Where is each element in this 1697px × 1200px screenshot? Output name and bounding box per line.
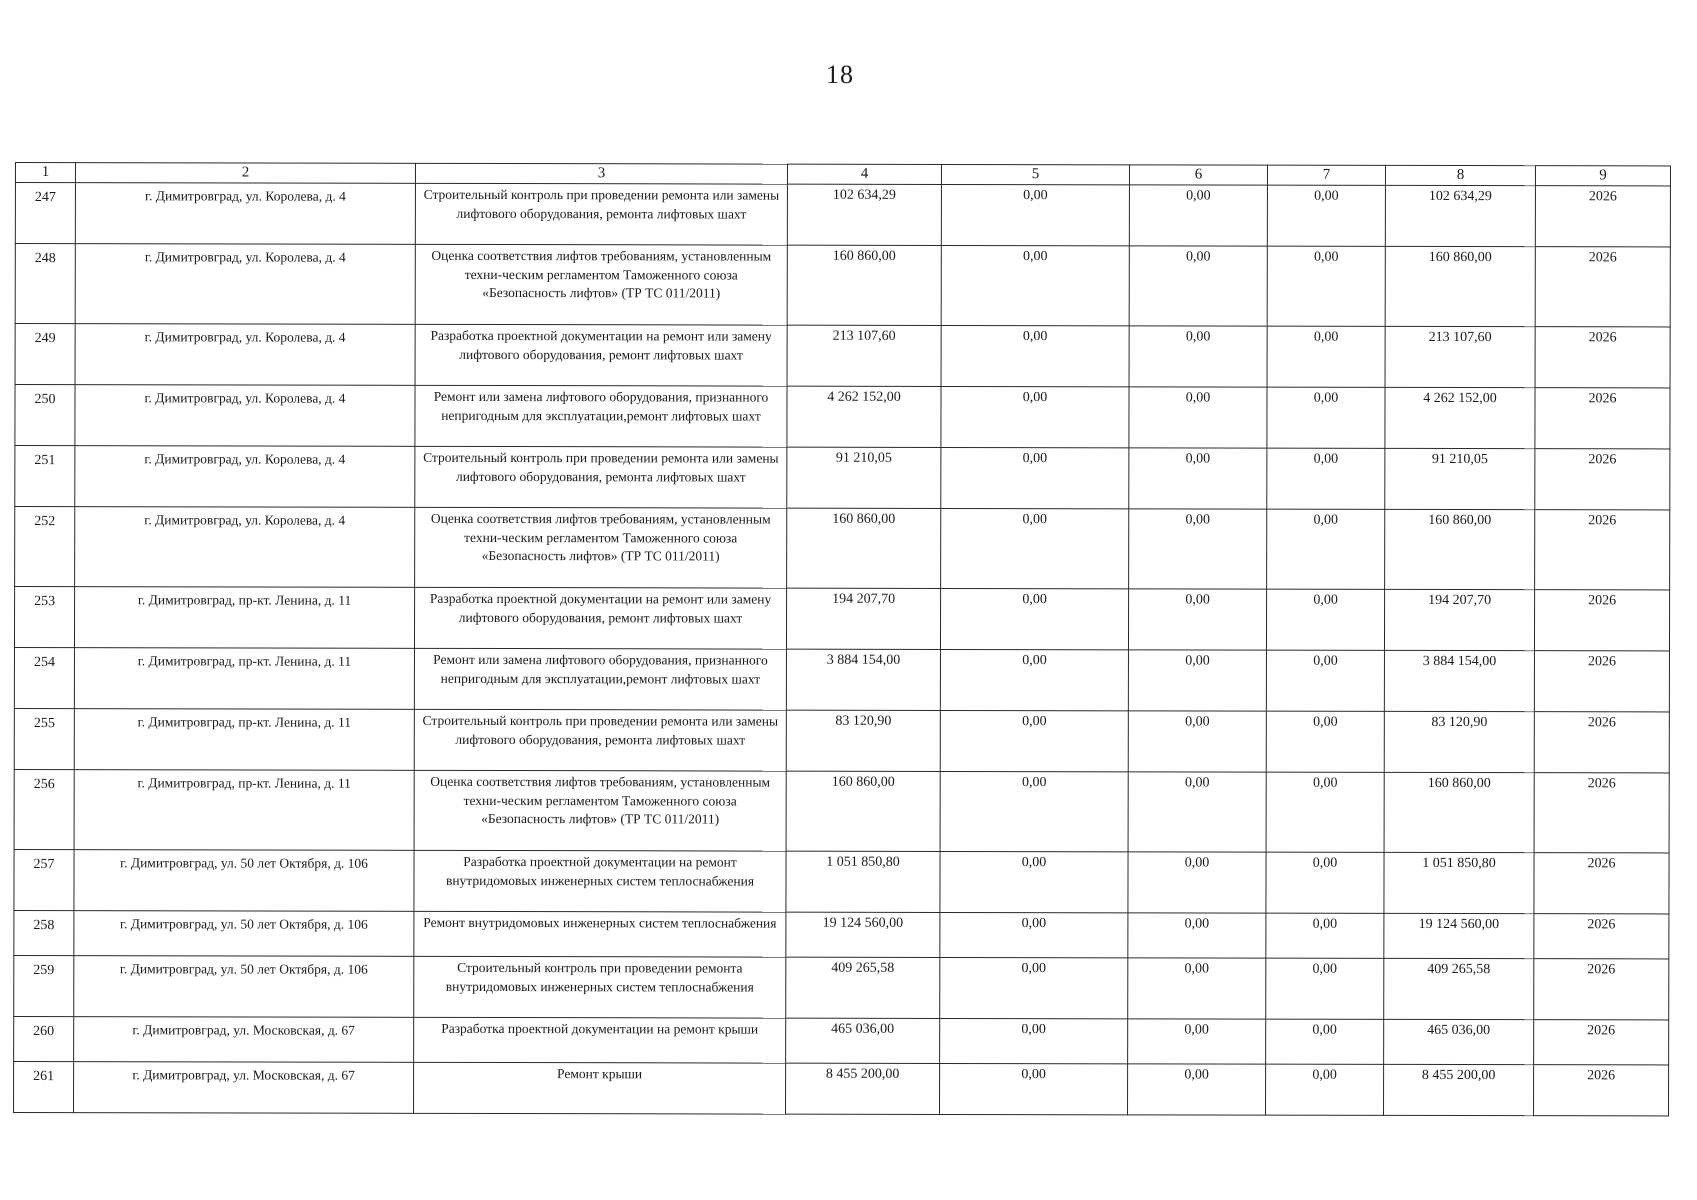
row-col6: 0,00: [1128, 650, 1266, 711]
row-col5: 0,00: [940, 957, 1128, 1018]
row-col6: 0,00: [1128, 958, 1266, 1019]
table-row: [14, 1016, 1669, 1064]
row-col6: 0,00: [1129, 246, 1267, 326]
row-col6: 0,00: [1128, 589, 1266, 650]
row-col6: 0,00: [1128, 1064, 1266, 1115]
row-number: 258: [14, 910, 74, 955]
row-col6: 0,00: [1128, 1019, 1266, 1064]
row-number: 251: [15, 446, 75, 507]
row-col8: 160 860,00: [1384, 772, 1534, 852]
row-col5: 0,00: [941, 184, 1129, 245]
row-address: г. Димитровград, ул. Московская, д. 67: [74, 1062, 414, 1114]
column-header: 1: [15, 163, 75, 183]
row-col8: 409 265,58: [1384, 958, 1534, 1019]
row-address: г. Димитровград, пр-кт. Ленина, д. 11: [74, 770, 414, 851]
table-row: [15, 507, 1670, 590]
table-row: [14, 1061, 1669, 1115]
row-col7: 0,00: [1266, 852, 1384, 913]
row-year: 2026: [1535, 247, 1670, 327]
row-work-type: Оценка соответствия лифтов требованиям, установленным техни-ческим регламентом Таможенного союза «Безопасность лифтов» (ТР ТС 011/2011): [415, 507, 787, 588]
budget-table-container: [13, 162, 1670, 1116]
row-col8: 160 860,00: [1385, 509, 1535, 589]
column-header: 7: [1267, 165, 1385, 185]
row-work-type: Ремонт или замена лифтового оборудования, признанного непригодным для эксплуатации,ремонт лифтовых шахт: [415, 385, 787, 447]
row-year: 2026: [1535, 186, 1670, 247]
row-address: г. Димитровград, ул. 50 лет Октября, д. 106: [74, 850, 414, 912]
row-col5: 0,00: [940, 912, 1128, 957]
row-col7: 0,00: [1266, 711, 1384, 772]
row-number: 248: [15, 244, 75, 324]
row-year: 2026: [1534, 712, 1669, 773]
row-address: г. Димитровград, ул. Королева, д. 4: [75, 324, 415, 386]
row-col7: 0,00: [1266, 650, 1384, 711]
row-address: г. Димитровград, ул. Королева, д. 4: [75, 385, 415, 447]
column-header: 5: [941, 164, 1129, 184]
row-col6: 0,00: [1128, 852, 1266, 913]
row-address: г. Димитровград, ул. Королева, д. 4: [75, 446, 415, 508]
row-col6: 0,00: [1128, 772, 1266, 852]
column-header: 2: [75, 163, 415, 184]
row-number: 255: [14, 708, 74, 769]
table-row: [14, 955, 1669, 1019]
row-col8: 213 107,60: [1385, 326, 1535, 387]
row-col8: 91 210,05: [1385, 448, 1535, 509]
row-year: 2026: [1534, 651, 1669, 712]
row-col7: 0,00: [1266, 772, 1384, 852]
row-col4: 1 051 850,80: [786, 851, 940, 912]
table-row: [14, 708, 1669, 772]
row-work-type: Оценка соответствия лифтов требованиям, установленным техни-ческим регламентом Таможенного союза «Безопасность лифтов» (ТР ТС 011/2011): [414, 770, 786, 851]
row-col7: 0,00: [1266, 1019, 1384, 1064]
table-row: [14, 587, 1669, 651]
row-work-type: Оценка соответствия лифтов требованиям, установленным техни-ческим регламентом Таможенного союза «Безопасность лифтов» (ТР ТС 011/2011): [415, 244, 787, 325]
row-col5: 0,00: [940, 649, 1128, 710]
row-col5: 0,00: [940, 710, 1128, 771]
row-work-type: Разработка проектной документации на ремонт внутридомовых инженерных систем теплоснабжения: [414, 850, 786, 912]
row-year: 2026: [1534, 1020, 1669, 1065]
table-row: [14, 910, 1669, 958]
row-address: г. Димитровград, пр-кт. Ленина, д. 11: [74, 648, 414, 710]
row-col7: 0,00: [1266, 958, 1384, 1019]
row-col5: 0,00: [940, 1063, 1128, 1114]
row-number: 257: [14, 849, 74, 910]
row-year: 2026: [1534, 914, 1669, 959]
row-col8: 19 124 560,00: [1384, 913, 1534, 958]
row-work-type: Строительный контроль при проведении ремонта внутридомовых инженерных систем теплоснабжения: [414, 956, 786, 1018]
row-col8: 194 207,70: [1384, 589, 1534, 650]
row-number: 250: [15, 385, 75, 446]
row-col5: 0,00: [941, 245, 1129, 325]
row-year: 2026: [1534, 853, 1669, 914]
row-col8: 3 884 154,00: [1384, 650, 1534, 711]
row-col8: 4 262 152,00: [1385, 387, 1535, 448]
row-col4: 8 455 200,00: [786, 1063, 940, 1114]
row-col4: 160 860,00: [787, 245, 941, 325]
row-year: 2026: [1534, 590, 1669, 651]
budget-table: [13, 162, 1671, 1116]
row-address: г. Димитровград, ул. Королева, д. 4: [75, 183, 415, 245]
row-number: 261: [14, 1061, 74, 1112]
row-col4: 194 207,70: [786, 588, 940, 649]
row-work-type: Строительный контроль при проведении ремонта или замены лифтового оборудования, ремонта лифтовых шахт: [414, 709, 786, 771]
column-header: 4: [787, 164, 941, 184]
row-col8: 465 036,00: [1384, 1019, 1534, 1064]
row-year: 2026: [1535, 388, 1670, 449]
row-address: г. Димитровград, ул. Королева, д. 4: [75, 244, 415, 325]
row-col4: 3 884 154,00: [786, 649, 940, 710]
row-address: г. Димитровград, ул. Королева, д. 4: [75, 507, 415, 588]
row-col5: 0,00: [941, 325, 1129, 386]
row-col7: 0,00: [1266, 913, 1384, 958]
row-year: 2026: [1534, 959, 1669, 1020]
row-col7: 0,00: [1267, 246, 1385, 326]
row-address: г. Димитровград, пр-кт. Ленина, д. 11: [74, 587, 414, 649]
row-col5: 0,00: [941, 508, 1129, 588]
row-year: 2026: [1535, 449, 1670, 510]
row-col8: 1 051 850,80: [1384, 852, 1534, 913]
row-col6: 0,00: [1128, 711, 1266, 772]
table-row: [15, 183, 1670, 247]
row-work-type: Разработка проектной документации на ремонт или замену лифтового оборудования, ремонт лифтовых шахт: [415, 324, 787, 386]
row-work-type: Ремонт внутридомовых инженерных систем теплоснабжения: [414, 911, 786, 957]
table-row: [14, 648, 1669, 712]
row-number: 249: [15, 324, 75, 385]
table-row: [15, 324, 1670, 388]
row-year: 2026: [1535, 327, 1670, 388]
row-col7: 0,00: [1267, 448, 1385, 509]
row-col6: 0,00: [1129, 326, 1267, 387]
row-col4: 4 262 152,00: [787, 386, 941, 447]
row-col6: 0,00: [1129, 185, 1267, 246]
row-col8: 102 634,29: [1385, 185, 1535, 246]
row-year: 2026: [1534, 773, 1669, 853]
page-number: 18: [826, 60, 854, 89]
row-col4: 160 860,00: [787, 508, 941, 588]
row-col6: 0,00: [1129, 387, 1267, 448]
row-col8: 83 120,90: [1384, 711, 1534, 772]
row-number: 252: [15, 507, 75, 587]
row-col4: 83 120,90: [786, 710, 940, 771]
row-col6: 0,00: [1128, 913, 1266, 958]
column-header: 8: [1385, 165, 1535, 185]
row-col7: 0,00: [1267, 387, 1385, 448]
table-row: [14, 769, 1669, 852]
row-col7: 0,00: [1266, 1064, 1384, 1115]
row-year: 2026: [1534, 1065, 1669, 1116]
row-work-type: Ремонт крыши: [414, 1062, 786, 1114]
row-address: г. Димитровград, ул. Московская, д. 67: [74, 1017, 414, 1063]
row-col4: 160 860,00: [786, 771, 940, 851]
row-col7: 0,00: [1267, 185, 1385, 246]
row-year: 2026: [1535, 510, 1670, 590]
row-col5: 0,00: [940, 771, 1128, 851]
row-col7: 0,00: [1267, 326, 1385, 387]
column-header: 3: [415, 163, 787, 184]
row-col5: 0,00: [940, 588, 1128, 649]
row-work-type: Разработка проектной документации на ремонт или замену лифтового оборудования, ремонт лифтовых шахт: [414, 587, 786, 649]
table-row: [14, 849, 1669, 913]
row-work-type: Строительный контроль при проведении ремонта или замены лифтового оборудования, ремонта лифтовых шахт: [415, 446, 787, 508]
table-row: [15, 244, 1670, 327]
column-header: 9: [1535, 166, 1670, 186]
row-address: г. Димитровград, пр-кт. Ленина, д. 11: [74, 709, 414, 771]
row-address: г. Димитровград, ул. 50 лет Октября, д. 106: [74, 911, 414, 957]
row-col5: 0,00: [940, 1018, 1128, 1063]
row-col6: 0,00: [1129, 448, 1267, 509]
row-work-type: Строительный контроль при проведении ремонта или замены лифтового оборудования, ремонта лифтовых шахт: [415, 183, 787, 245]
row-number: 254: [14, 648, 74, 709]
row-work-type: Ремонт или замена лифтового оборудования, признанного непригодным для эксплуатации,ремонт лифтовых шахт: [414, 648, 786, 710]
row-number: 253: [14, 587, 74, 648]
row-col5: 0,00: [941, 447, 1129, 508]
row-col8: 8 455 200,00: [1384, 1064, 1534, 1115]
row-col4: 91 210,05: [787, 447, 941, 508]
column-header: 6: [1129, 165, 1267, 185]
table-row: [15, 446, 1670, 510]
row-col4: 409 265,58: [786, 957, 940, 1018]
row-col5: 0,00: [941, 386, 1129, 447]
row-number: 256: [14, 769, 74, 849]
row-number: 260: [14, 1016, 74, 1061]
row-number: 259: [14, 955, 74, 1016]
row-col8: 160 860,00: [1385, 246, 1535, 326]
row-col5: 0,00: [940, 851, 1128, 912]
row-col4: 213 107,60: [787, 325, 941, 386]
row-col4: 465 036,00: [786, 1018, 940, 1063]
row-address: г. Димитровград, ул. 50 лет Октября, д. 106: [74, 956, 414, 1018]
table-row: [15, 385, 1670, 449]
row-col7: 0,00: [1267, 509, 1385, 589]
row-number: 247: [15, 183, 75, 244]
row-col4: 102 634,29: [787, 184, 941, 245]
row-col6: 0,00: [1129, 509, 1267, 589]
row-col4: 19 124 560,00: [786, 912, 940, 957]
row-work-type: Разработка проектной документации на ремонт крыши: [414, 1017, 786, 1063]
row-col7: 0,00: [1266, 589, 1384, 650]
